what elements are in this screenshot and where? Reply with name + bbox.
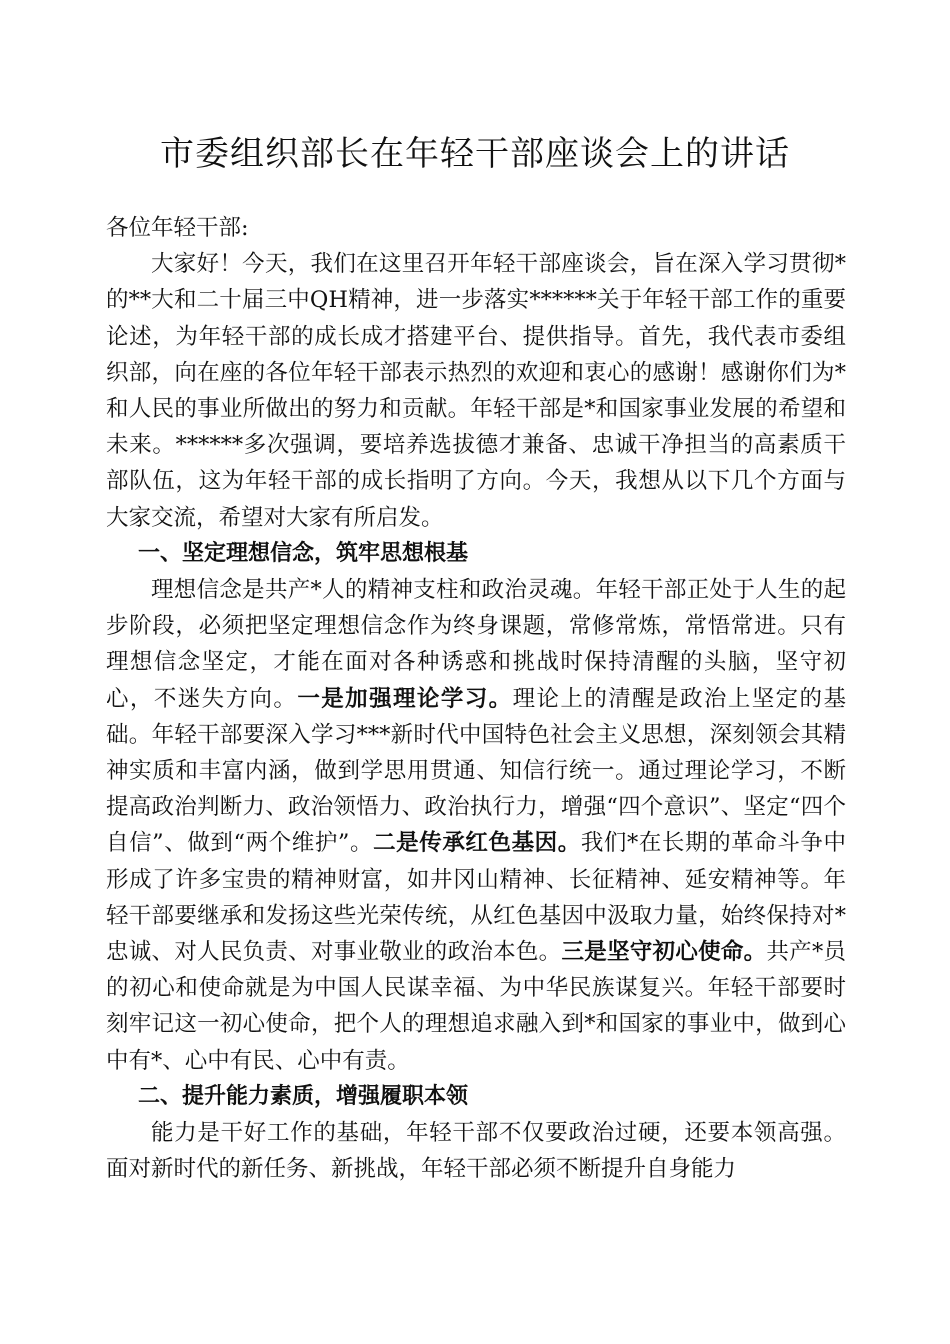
section-1-text-1: 理想信念是共产*人的精神支柱和政治灵魂。年轻干部正处于人生的起步阶段，必须把坚定理想信念作为终身课题，常修常炼，常悟常进。只有理想信念坚定，才能在面对各种诱惑和挑战时保持清醒的头脑，坚守初心，不迷失方向。 — [106, 577, 846, 712]
salutation: 各位年轻干部: — [106, 215, 249, 241]
section-1-text-4: 共产*员的初心和使命就是为中国人民谋幸福、为中华民族谋复兴。年轻干部要时刻牢记这一初心使命，把个人的理想追求融入到*和国家的事业中，做到心中有*、心中有民、心中有责。 — [106, 939, 846, 1074]
document-title: 市委组织部长在年轻干部座谈会上的讲话 — [160, 134, 790, 174]
intro-paragraph: 大家好！今天，我们在这里召开年轻干部座谈会，旨在深入学习贯彻*的**大和二十届三中QH精神，进一步落实******关于年轻干部工作的重要论述，为年轻干部的成长成才搭建平台、提供指导。首先，我代表市委组织部，向在座的各位年轻干部表示热烈的欢迎和衷心的感谢！感谢你们为*和人民的事业所做出的努力和贡献。年轻干部是*和国家事业发展的希望和未来。******多次强调，要培养选拔德才兼备、忠诚干净担当的高素质干部队伍，这为年轻干部的成长指明了方向。今天，我想从以下几个方面与大家交流，希望对大家有所启发。 — [106, 251, 846, 531]
section-1-text-2: 理论上的清醒是政治上坚定的基础。年轻干部要深入学习***新时代中国特色社会主义思想，深刻领会其精神实质和丰富内涵，做到学思用贯通、知信行统一。通过理论学习，不断提高政治判断力、政治领悟力、政治执行力，增强“四个意识”、坚定“四个自信”、做到“两个维护”。 — [106, 685, 846, 857]
section-1-heading: 一、坚定理想信念，筑牢思想根基 — [138, 540, 469, 566]
document-body — [106, 210, 846, 1187]
section-1-point-2: 二是传承红色基因。 — [373, 830, 581, 857]
section-1-point-3: 三是坚守初心使命。 — [561, 939, 767, 966]
section-1-paragraph — [106, 572, 846, 1079]
section-2-heading: 二、提升能力素质，增强履职本领 — [138, 1083, 469, 1109]
section-1-text-3: 我们*在长期的革命斗争中形成了许多宝贵的精神财富，如井冈山精神、长征精神、延安精神等。年轻干部要继承和发扬这些光荣传统，从红色基因中汲取力量，始终保持对*忠诚、对人民负责、对事业敬业的政治本色。 — [106, 830, 846, 966]
section-2-paragraph: 能力是干好工作的基础，年轻干部不仅要政治过硬，还要本领高强。面对新时代的新任务、新挑战，年轻干部必须不断提升自身能力 — [106, 1120, 846, 1183]
section-1-point-1: 一是加强理论学习。 — [297, 685, 513, 712]
